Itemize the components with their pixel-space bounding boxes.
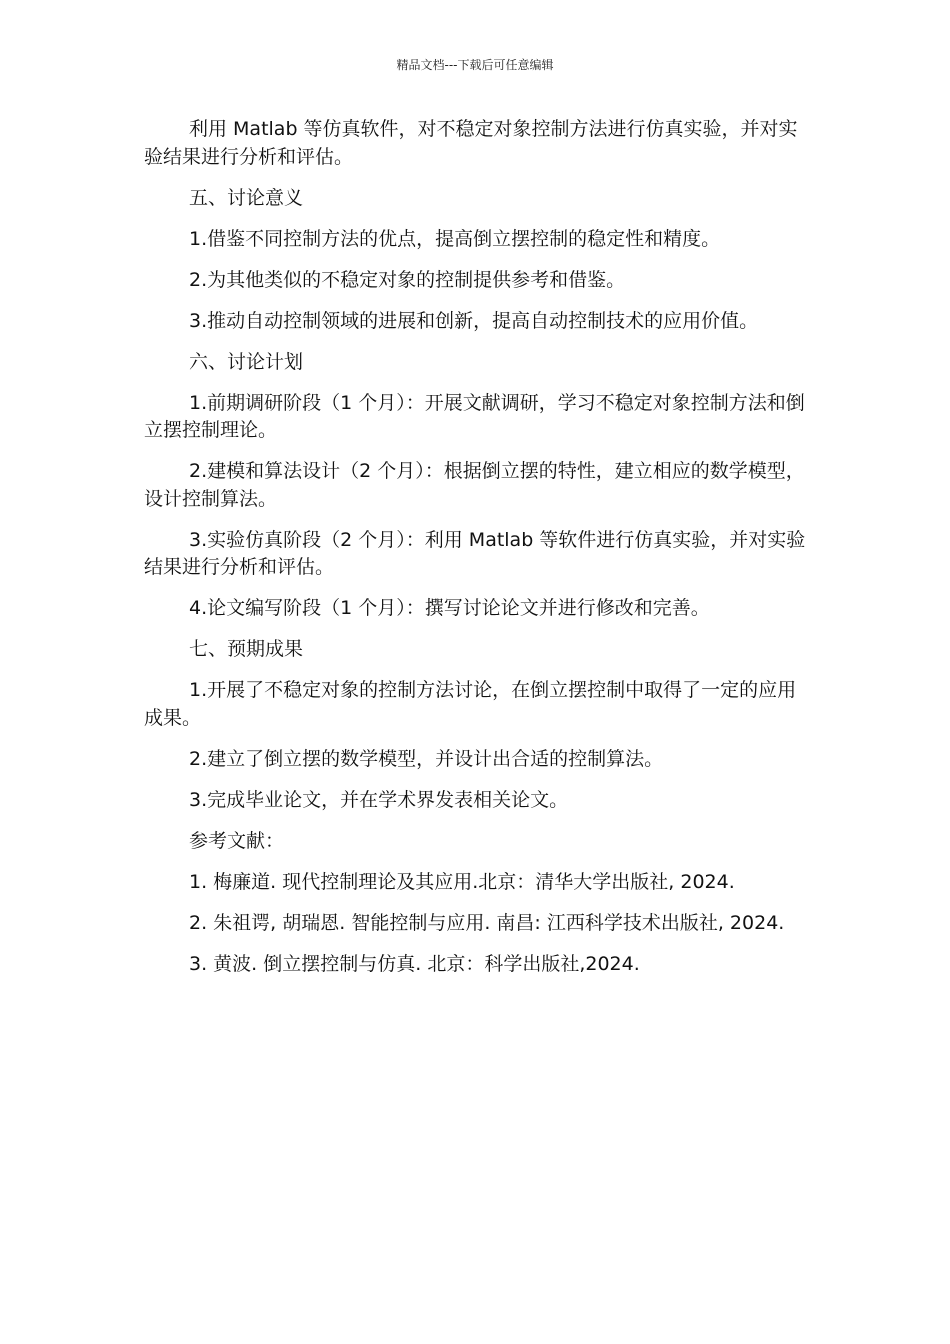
section-heading-significance: 五、讨论意义 (189, 186, 304, 209)
result-item: 1.开展了不稳定对象的控制方法讨论，在倒立摆控制中取得了一定的应用成果。 (144, 679, 797, 729)
significance-item: 2.为其他类似的不稳定对象的控制提供参考和借鉴。 (189, 268, 626, 291)
result-item: 2.建立了倒立摆的数学模型，并设计出合适的控制算法。 (189, 747, 664, 770)
plan-item: 2.建模和算法设计（2 个月）：根据倒立摆的特性，建立相应的数学模型，设计控制算法。 (144, 460, 805, 510)
reference-item: 2. 朱祖谔, 胡瑞恩. 智能控制与应用. 南昌: 江西科学技术出版社, 2024. (189, 911, 785, 934)
section-heading-references: 参考文献： (189, 829, 285, 852)
significance-item: 3.推动自动控制领域的进展和创新，提高自动控制技术的应用价值。 (189, 309, 759, 332)
reference-item: 1. 梅廉道. 现代控制理论及其应用.北京：清华大学出版社, 2024. (189, 870, 735, 893)
plan-item: 4.论文编写阶段（1 个月）：撰写讨论论文并进行修改和完善。 (189, 597, 710, 619)
significance-item: 1.借鉴不同控制方法的优点，提高倒立摆控制的稳定性和精度。 (189, 227, 721, 250)
document-body (144, 116, 810, 992)
section-heading-expected-results: 七、预期成果 (189, 638, 304, 660)
plan-item: 1.前期调研阶段（1 个月）：开展文献调研，学习不稳定对象控制方法和倒立摆控制理论。 (144, 391, 805, 441)
page-header: 精品文档---下载后可任意编辑 (396, 58, 554, 72)
paragraph-simulation-method: 利用 Matlab 等仿真软件，对不稳定对象控制方法进行仿真实验，并对实验结果进行分析和评估。 (144, 118, 798, 168)
section-heading-plan: 六、讨论计划 (189, 350, 304, 373)
reference-item: 3. 黄波. 倒立摆控制与仿真. 北京：科学出版社,2024. (189, 952, 640, 975)
result-item: 3.完成毕业论文，并在学术界发表相关论文。 (189, 788, 569, 811)
plan-item: 3.实验仿真阶段（2 个月）：利用 Matlab 等软件进行仿真实验，并对实验结果进行分析和评估。 (144, 528, 806, 578)
